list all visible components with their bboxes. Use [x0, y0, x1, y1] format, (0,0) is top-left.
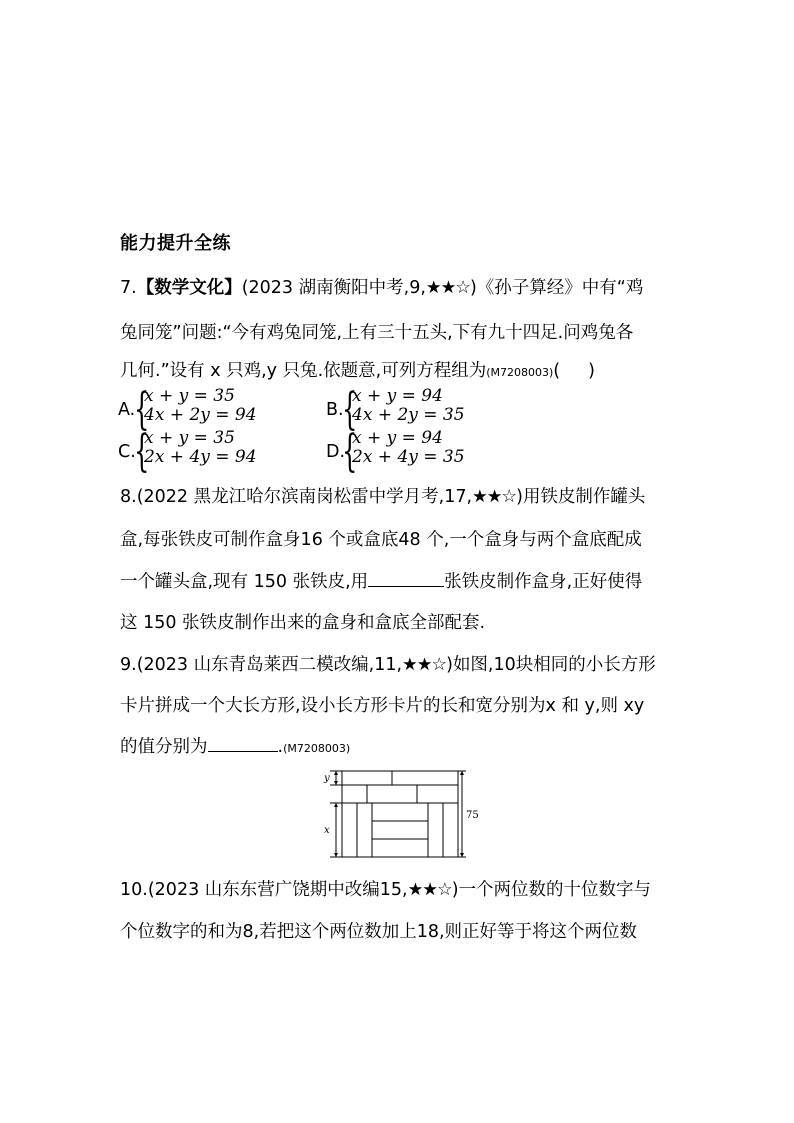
brace-icon: { — [134, 426, 150, 477]
equation-2: 4x + 2y = 35 — [352, 405, 465, 425]
difficulty-stars: ★★☆ — [425, 278, 470, 298]
q7-source: (2023 湖南衡阳中考,9, — [241, 278, 426, 298]
q9-line1 — [120, 651, 656, 676]
q10-text: 一个两位数的十位数字与 — [458, 880, 652, 900]
q8-source: (2022 黑龙江哈尔滨南岗松雷中学月考,17, — [136, 487, 473, 507]
section-title: 能力提升全练 — [120, 233, 231, 254]
brace-icon: { — [342, 384, 358, 435]
q8-line3-text-b: 张铁皮制作盒身,正好使得 — [444, 572, 643, 592]
equation-1: x + y = 94 — [352, 386, 443, 406]
q10-number: 10. — [120, 880, 148, 900]
q10-line2: 个位数字的和为8,若把这个两位数加上18,则正好等于将这个两位数 — [120, 922, 638, 942]
q8-number: 8. — [120, 487, 137, 507]
q8-text: 用铁皮制作罐头 — [522, 487, 646, 507]
brace-icon: { — [134, 384, 150, 435]
equation-2: 4x + 2y = 94 — [144, 405, 257, 425]
difficulty-stars: ★★☆ — [407, 880, 452, 900]
difficulty-stars: ★★☆ — [472, 487, 517, 507]
q10-source-close: ) — [451, 880, 459, 900]
equation-1: x + y = 94 — [352, 428, 443, 448]
q7-line1 — [120, 274, 643, 299]
q8-line2: 盒,每张铁皮可制作盒身16 个或盒底48 个,一个盒身与两个盒底配成 — [120, 530, 642, 550]
equation-1: x + y = 35 — [144, 386, 235, 406]
brace-icon: { — [342, 426, 358, 477]
q7-line3-text: 几何.”设有 x 只鸡,y 只兔.依题意,可列方程组为 — [120, 361, 487, 381]
q7-line3 — [120, 357, 595, 382]
q9-source-close: ) — [446, 655, 453, 675]
q9-line3-text: 的值分别为 — [120, 737, 208, 757]
q7-tag: 【数学文化】 — [136, 278, 242, 298]
q8-line4: 这 150 张铁皮制作出来的盒身和盒底全部配套. — [120, 613, 486, 633]
label-x: x — [324, 825, 330, 836]
q8-line3-text-a: 一个罐头盒,现有 150 张铁皮,用 — [120, 572, 369, 592]
difficulty-stars: ★★☆ — [402, 655, 447, 675]
option-label: C. — [118, 442, 136, 462]
q8-source-close: ) — [516, 487, 523, 507]
answer-paren-open: ( — [553, 361, 561, 381]
q9-period: . — [277, 737, 284, 757]
fill-blank[interactable] — [208, 736, 278, 752]
rectangle-diagram — [320, 763, 479, 861]
fill-blank[interactable] — [368, 571, 444, 587]
option-label: D. — [326, 442, 346, 462]
label-75: 75 — [466, 810, 479, 821]
q10-source: (2023 山东东营广饶期中改编15, — [147, 880, 408, 900]
q7-number: 7. — [120, 278, 137, 298]
equation-2: 2x + 4y = 35 — [352, 447, 465, 467]
q9-text: 如图,10块相同的小长方形 — [452, 655, 656, 675]
outer-rectangle — [342, 771, 458, 857]
q9-line2: 卡片拼成一个大长方形,设小长方形卡片的长和宽分别为x 和 y,则 xy — [120, 696, 645, 716]
equation-2: 2x + 4y = 94 — [144, 447, 257, 467]
q7-line2: 兔同笼”问题:“今有鸡兔同笼,上有三十五头,下有九十四足.问鸡兔各 — [120, 323, 634, 343]
q9-source: (2023 山东青岛莱西二模改编,11, — [136, 655, 403, 675]
question-code: (M7208003) — [283, 742, 351, 755]
equation-1: x + y = 35 — [144, 428, 235, 448]
q9-line3 — [120, 733, 350, 758]
q10-line1 — [120, 876, 651, 901]
q7-source-close: ) — [469, 278, 477, 298]
q8-line1 — [120, 483, 645, 508]
option-label: A. — [118, 400, 136, 420]
q9-number: 9. — [120, 655, 137, 675]
option-label: B. — [326, 400, 344, 420]
label-y: y — [324, 773, 330, 784]
q7-text: 《孙子算经》中有“鸡 — [476, 278, 644, 298]
question-code: (M7208003) — [486, 366, 554, 379]
q8-line3 — [120, 568, 642, 593]
answer-paren-close: ) — [588, 361, 595, 381]
rectangle-figure — [320, 763, 479, 865]
